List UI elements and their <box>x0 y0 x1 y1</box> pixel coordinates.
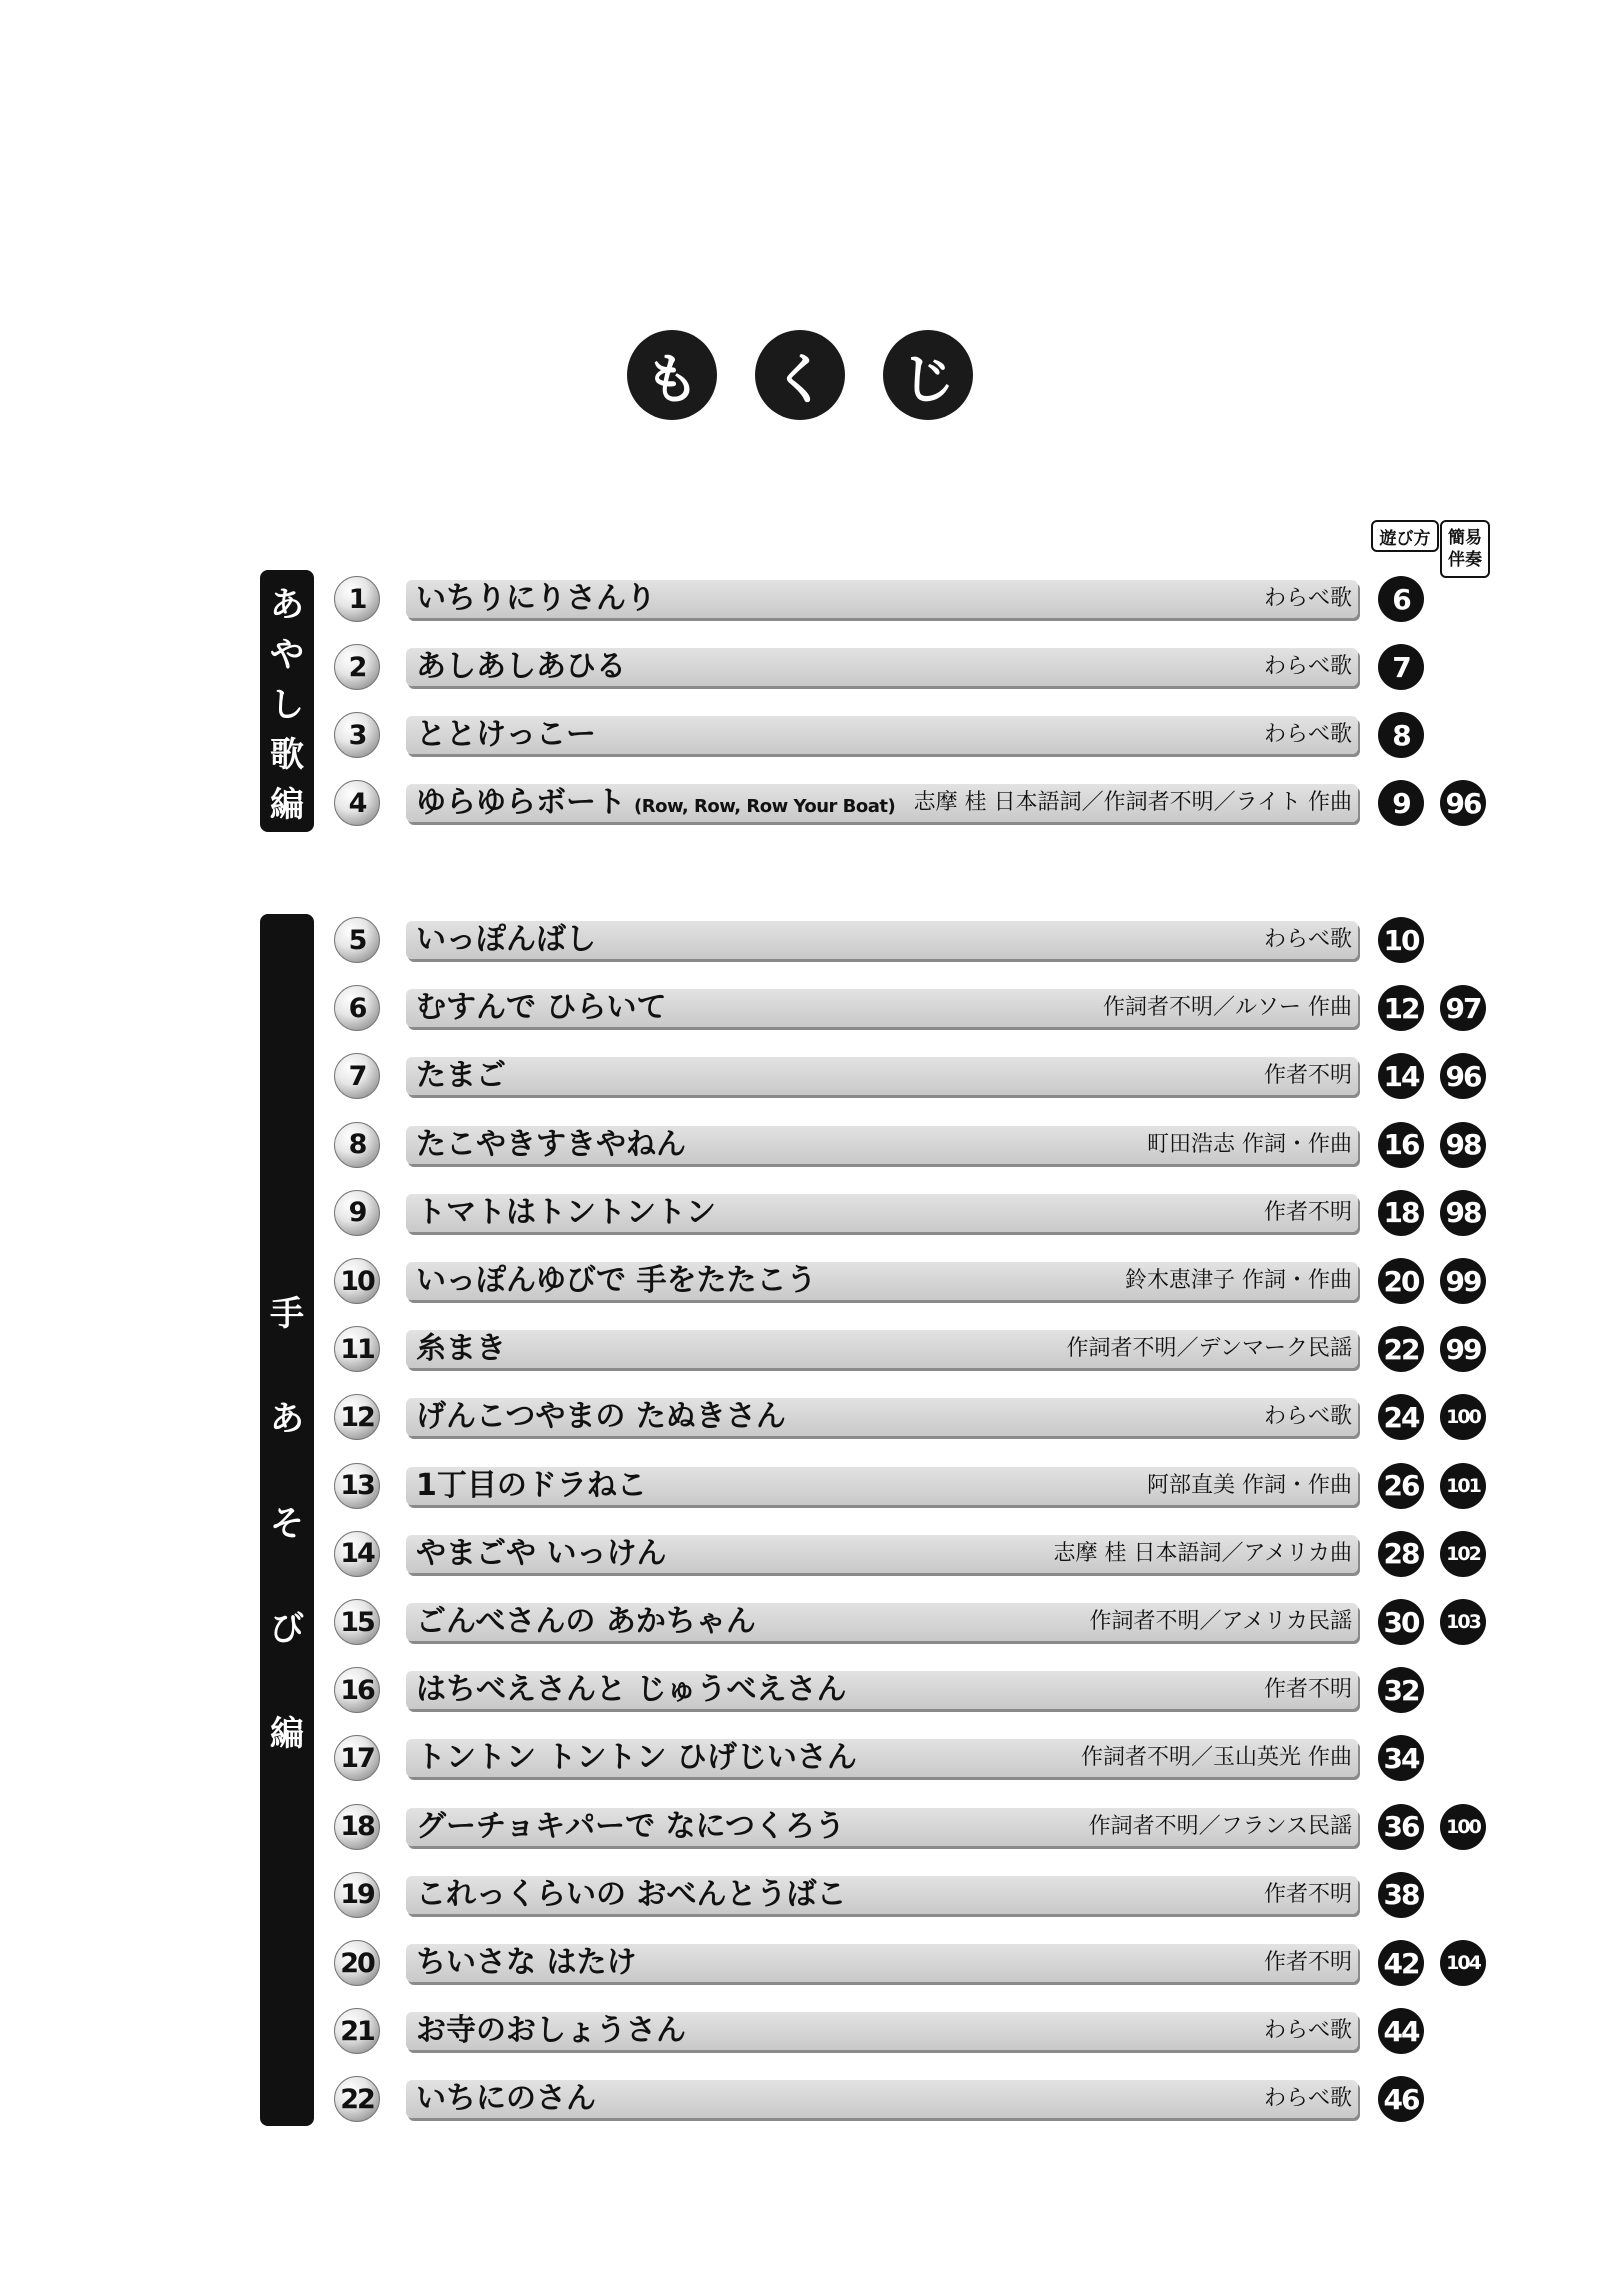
song-title: トントン トントン ひげじいさん <box>416 1740 857 1776</box>
play-page-number[interactable]: 34 <box>1378 1735 1424 1781</box>
list-item[interactable] <box>330 1118 1490 1170</box>
list-item[interactable] <box>330 1663 1490 1715</box>
accompaniment-page-number[interactable]: 104 <box>1440 1940 1486 1986</box>
song-credit: わらべ歌 <box>1263 722 1352 747</box>
song-title: やまごや いっけん <box>416 1535 667 1571</box>
song-number-badge: 1 <box>334 576 380 622</box>
play-page-number[interactable]: 32 <box>1378 1667 1424 1713</box>
song-title: あしあしあひる <box>416 649 626 684</box>
song-credit: 作詞者不明／玉山英光 作曲 <box>1081 1745 1352 1771</box>
song-number-badge: 3 <box>334 712 380 758</box>
list-item[interactable] <box>330 1527 1490 1579</box>
section-label-char: そ <box>270 1503 304 1544</box>
song-title-wrap <box>416 2080 596 2118</box>
song-title: たまご <box>416 1058 506 1094</box>
accompaniment-page-number[interactable]: 102 <box>1440 1531 1486 1577</box>
play-page-number[interactable]: 22 <box>1378 1326 1424 1372</box>
song-title: ごんべさんの あかちゃん <box>416 1604 756 1639</box>
accompaniment-page-number[interactable]: 96 <box>1440 780 1486 826</box>
song-number-badge: 7 <box>334 1053 380 1099</box>
song-title-wrap <box>416 1262 816 1300</box>
song-title: いっぽんゆびで 手をたたこう <box>416 1263 817 1298</box>
song-title-wrap <box>416 1808 845 1846</box>
play-page-number[interactable]: 46 <box>1378 2076 1424 2122</box>
song-credit: わらべ歌 <box>1263 2018 1352 2044</box>
song-number-badge: 10 <box>334 1258 380 1304</box>
song-credit: 作者不明 <box>1263 1063 1352 1089</box>
play-page-number[interactable]: 24 <box>1378 1394 1424 1440</box>
song-number-badge: 5 <box>334 917 380 963</box>
song-title-wrap <box>416 1535 666 1573</box>
song-title-wrap <box>416 1603 756 1641</box>
play-page-number[interactable]: 26 <box>1378 1463 1424 1509</box>
section-label-char: び <box>270 1608 304 1649</box>
song-title-wrap <box>416 1739 857 1777</box>
song-title-wrap <box>416 1398 786 1436</box>
list-item[interactable] <box>330 1595 1490 1647</box>
list-item[interactable] <box>330 1390 1490 1442</box>
song-title: いちりにりさんり <box>416 581 656 616</box>
song-title-wrap <box>416 784 895 822</box>
song-title-wrap <box>416 716 596 754</box>
list-item[interactable] <box>330 1731 1490 1783</box>
song-title: むすんで ひらいて <box>416 990 667 1026</box>
list-item[interactable] <box>330 1049 1490 1101</box>
song-number-badge: 4 <box>334 780 380 826</box>
song-title-wrap <box>416 580 656 618</box>
list-item[interactable] <box>330 1186 1490 1238</box>
song-number-badge: 13 <box>334 1463 380 1509</box>
accompaniment-page-number[interactable]: 98 <box>1440 1122 1486 1168</box>
accompaniment-page-number[interactable]: 101 <box>1440 1463 1486 1509</box>
list-item[interactable] <box>330 981 1490 1033</box>
section-label-char: 編 <box>270 1713 304 1754</box>
song-title-wrap <box>416 1194 716 1232</box>
song-credit: わらべ歌 <box>1263 1404 1352 1430</box>
song-number-badge: 19 <box>334 1872 380 1918</box>
song-title-wrap <box>416 989 666 1027</box>
accompaniment-page-number[interactable]: 99 <box>1440 1326 1486 1372</box>
song-number-badge: 12 <box>334 1394 380 1440</box>
song-credit: 町田浩志 作詞・作曲 <box>1147 1131 1352 1157</box>
song-credit: わらべ歌 <box>1263 654 1352 679</box>
accompaniment-page-number[interactable]: 99 <box>1440 1258 1486 1304</box>
song-title: はちべえさんと じゅうべえさん <box>416 1672 847 1708</box>
song-number-badge: 22 <box>334 2076 380 2122</box>
accompaniment-page-number[interactable]: 103 <box>1440 1599 1486 1645</box>
page-title <box>0 330 1600 420</box>
song-credit: わらべ歌 <box>1263 927 1352 952</box>
song-title-wrap <box>416 1671 846 1709</box>
section-label-char: 手 <box>270 1293 304 1334</box>
play-column-label: 遊び方 <box>1379 528 1431 549</box>
list-item[interactable] <box>330 2004 1490 2056</box>
song-title: お寺のおしょうさん <box>416 2013 686 2049</box>
song-credit: 作詞者不明／デンマーク民謡 <box>1066 1336 1352 1362</box>
song-title: これっくらいの おべんとうばこ <box>416 1876 847 1912</box>
section-label-char: あ <box>270 584 304 625</box>
play-page-number[interactable]: 10 <box>1378 917 1424 963</box>
song-number-badge: 9 <box>334 1190 380 1236</box>
song-title-wrap <box>416 1126 686 1164</box>
title-char: も <box>627 330 717 420</box>
song-credit: 鈴木恵津子 作詞・作曲 <box>1125 1268 1352 1293</box>
section-label-ayashi <box>260 570 314 832</box>
list-item[interactable] <box>330 708 1490 760</box>
play-page-number[interactable]: 36 <box>1378 1804 1424 1850</box>
title-char: じ <box>883 330 973 420</box>
list-item[interactable] <box>330 913 1490 965</box>
song-credit: 志摩 桂 日本語詞／作詞者不明／ライト 作曲 <box>913 790 1352 815</box>
play-page-number[interactable]: 30 <box>1378 1599 1424 1645</box>
play-page-number[interactable]: 38 <box>1378 1872 1424 1918</box>
song-title-wrap <box>416 1467 647 1505</box>
list-item[interactable] <box>330 2072 1490 2124</box>
song-number-badge: 16 <box>334 1667 380 1713</box>
play-column-header <box>1371 520 1439 552</box>
section-label-char: あ <box>270 1398 304 1439</box>
song-title: ととけっこー <box>416 717 596 752</box>
song-credit: 作者不明 <box>1263 1199 1352 1225</box>
song-credit: 作詞者不明／アメリカ民謡 <box>1089 1609 1352 1634</box>
song-credit: わらべ歌 <box>1263 2086 1352 2112</box>
song-credit: 志摩 桂 日本語詞／アメリカ曲 <box>1053 1540 1352 1566</box>
song-number-badge: 18 <box>334 1804 380 1850</box>
song-credit: わらべ歌 <box>1263 586 1352 611</box>
song-title-wrap <box>416 1330 506 1368</box>
song-number-badge: 17 <box>334 1735 380 1781</box>
song-title: グーチョキパーで なにつくろう <box>416 1808 845 1844</box>
accompaniment-page-number[interactable]: 98 <box>1440 1190 1486 1236</box>
list-item[interactable] <box>330 1254 1490 1306</box>
song-title-wrap <box>416 921 596 959</box>
section-label-char: し <box>270 684 304 725</box>
song-title: トマトはトントントン <box>416 1194 716 1230</box>
play-page-number[interactable]: 42 <box>1378 1940 1424 1986</box>
song-number-badge: 6 <box>334 985 380 1031</box>
list-item[interactable] <box>330 1459 1490 1511</box>
song-credit: 作詞者不明／フランス民謡 <box>1088 1813 1352 1839</box>
play-page-number[interactable]: 28 <box>1378 1531 1424 1577</box>
play-page-number[interactable]: 9 <box>1378 780 1424 826</box>
song-title: ちいさな はたけ <box>416 1945 637 1980</box>
accompaniment-label-line1: 簡易 <box>1448 528 1482 548</box>
play-page-number[interactable]: 7 <box>1378 644 1424 690</box>
play-page-number[interactable]: 6 <box>1378 576 1424 622</box>
list-item[interactable] <box>330 776 1490 828</box>
row-bar <box>406 1057 1358 1095</box>
song-title: いちにのさん <box>416 2081 596 2117</box>
section-label-char: 歌 <box>270 734 304 775</box>
accompaniment-page-number[interactable]: 100 <box>1440 1804 1486 1850</box>
section-label-teasobi <box>260 914 314 2126</box>
song-title: いっぽんばし <box>416 922 596 957</box>
accompaniment-label-line2: 伴奏 <box>1448 550 1482 570</box>
accompaniment-page-number[interactable]: 96 <box>1440 1053 1486 1099</box>
section-label-char: や <box>270 634 304 675</box>
song-title: げんこつやまの たぬきさん <box>416 1399 786 1435</box>
song-title: 糸まき <box>416 1331 506 1367</box>
song-title-wrap <box>416 2012 686 2050</box>
song-number-badge: 20 <box>334 1940 380 1986</box>
list-item[interactable] <box>330 1800 1490 1852</box>
song-title: 1丁目のドラねこ <box>416 1467 647 1503</box>
song-number-badge: 8 <box>334 1122 380 1168</box>
play-page-number[interactable]: 16 <box>1378 1122 1424 1168</box>
song-credit: 阿部直美 作詞・作曲 <box>1147 1472 1352 1498</box>
accompaniment-page-number[interactable]: 100 <box>1440 1394 1486 1440</box>
play-page-number[interactable]: 14 <box>1378 1053 1424 1099</box>
list-item[interactable] <box>330 1936 1490 1988</box>
title-char: く <box>755 330 845 420</box>
song-number-badge: 15 <box>334 1599 380 1645</box>
song-credit: 作者不明 <box>1263 1881 1352 1907</box>
list-item[interactable] <box>330 640 1490 692</box>
play-page-number[interactable]: 20 <box>1378 1258 1424 1304</box>
play-page-number[interactable]: 44 <box>1378 2008 1424 2054</box>
accompaniment-page-number[interactable]: 97 <box>1440 985 1486 1031</box>
song-title-wrap <box>416 1944 636 1982</box>
play-page-number[interactable]: 12 <box>1378 985 1424 1031</box>
song-title-wrap <box>416 1057 506 1095</box>
list-item[interactable] <box>330 1868 1490 1920</box>
song-title-wrap <box>416 648 626 686</box>
section-label-char: 編 <box>270 784 304 825</box>
song-credit: 作者不明 <box>1263 1677 1352 1703</box>
song-number-badge: 11 <box>334 1326 380 1372</box>
song-title: ゆらゆらボート <box>416 785 626 820</box>
song-credit: 作詞者不明／ルソー 作曲 <box>1103 995 1352 1021</box>
accompaniment-column-header <box>1440 520 1490 578</box>
song-number-badge: 14 <box>334 1531 380 1577</box>
list-item[interactable] <box>330 1322 1490 1374</box>
song-credit: 作者不明 <box>1263 1950 1352 1975</box>
play-page-number[interactable]: 8 <box>1378 712 1424 758</box>
song-number-badge: 2 <box>334 644 380 690</box>
song-number-badge: 21 <box>334 2008 380 2054</box>
play-page-number[interactable]: 18 <box>1378 1190 1424 1236</box>
song-subtitle: (Row, Row, Row Your Boat) <box>634 796 896 817</box>
song-title: たこやきすきやねん <box>416 1126 686 1162</box>
list-item[interactable] <box>330 572 1490 624</box>
song-title-wrap <box>416 1876 846 1914</box>
